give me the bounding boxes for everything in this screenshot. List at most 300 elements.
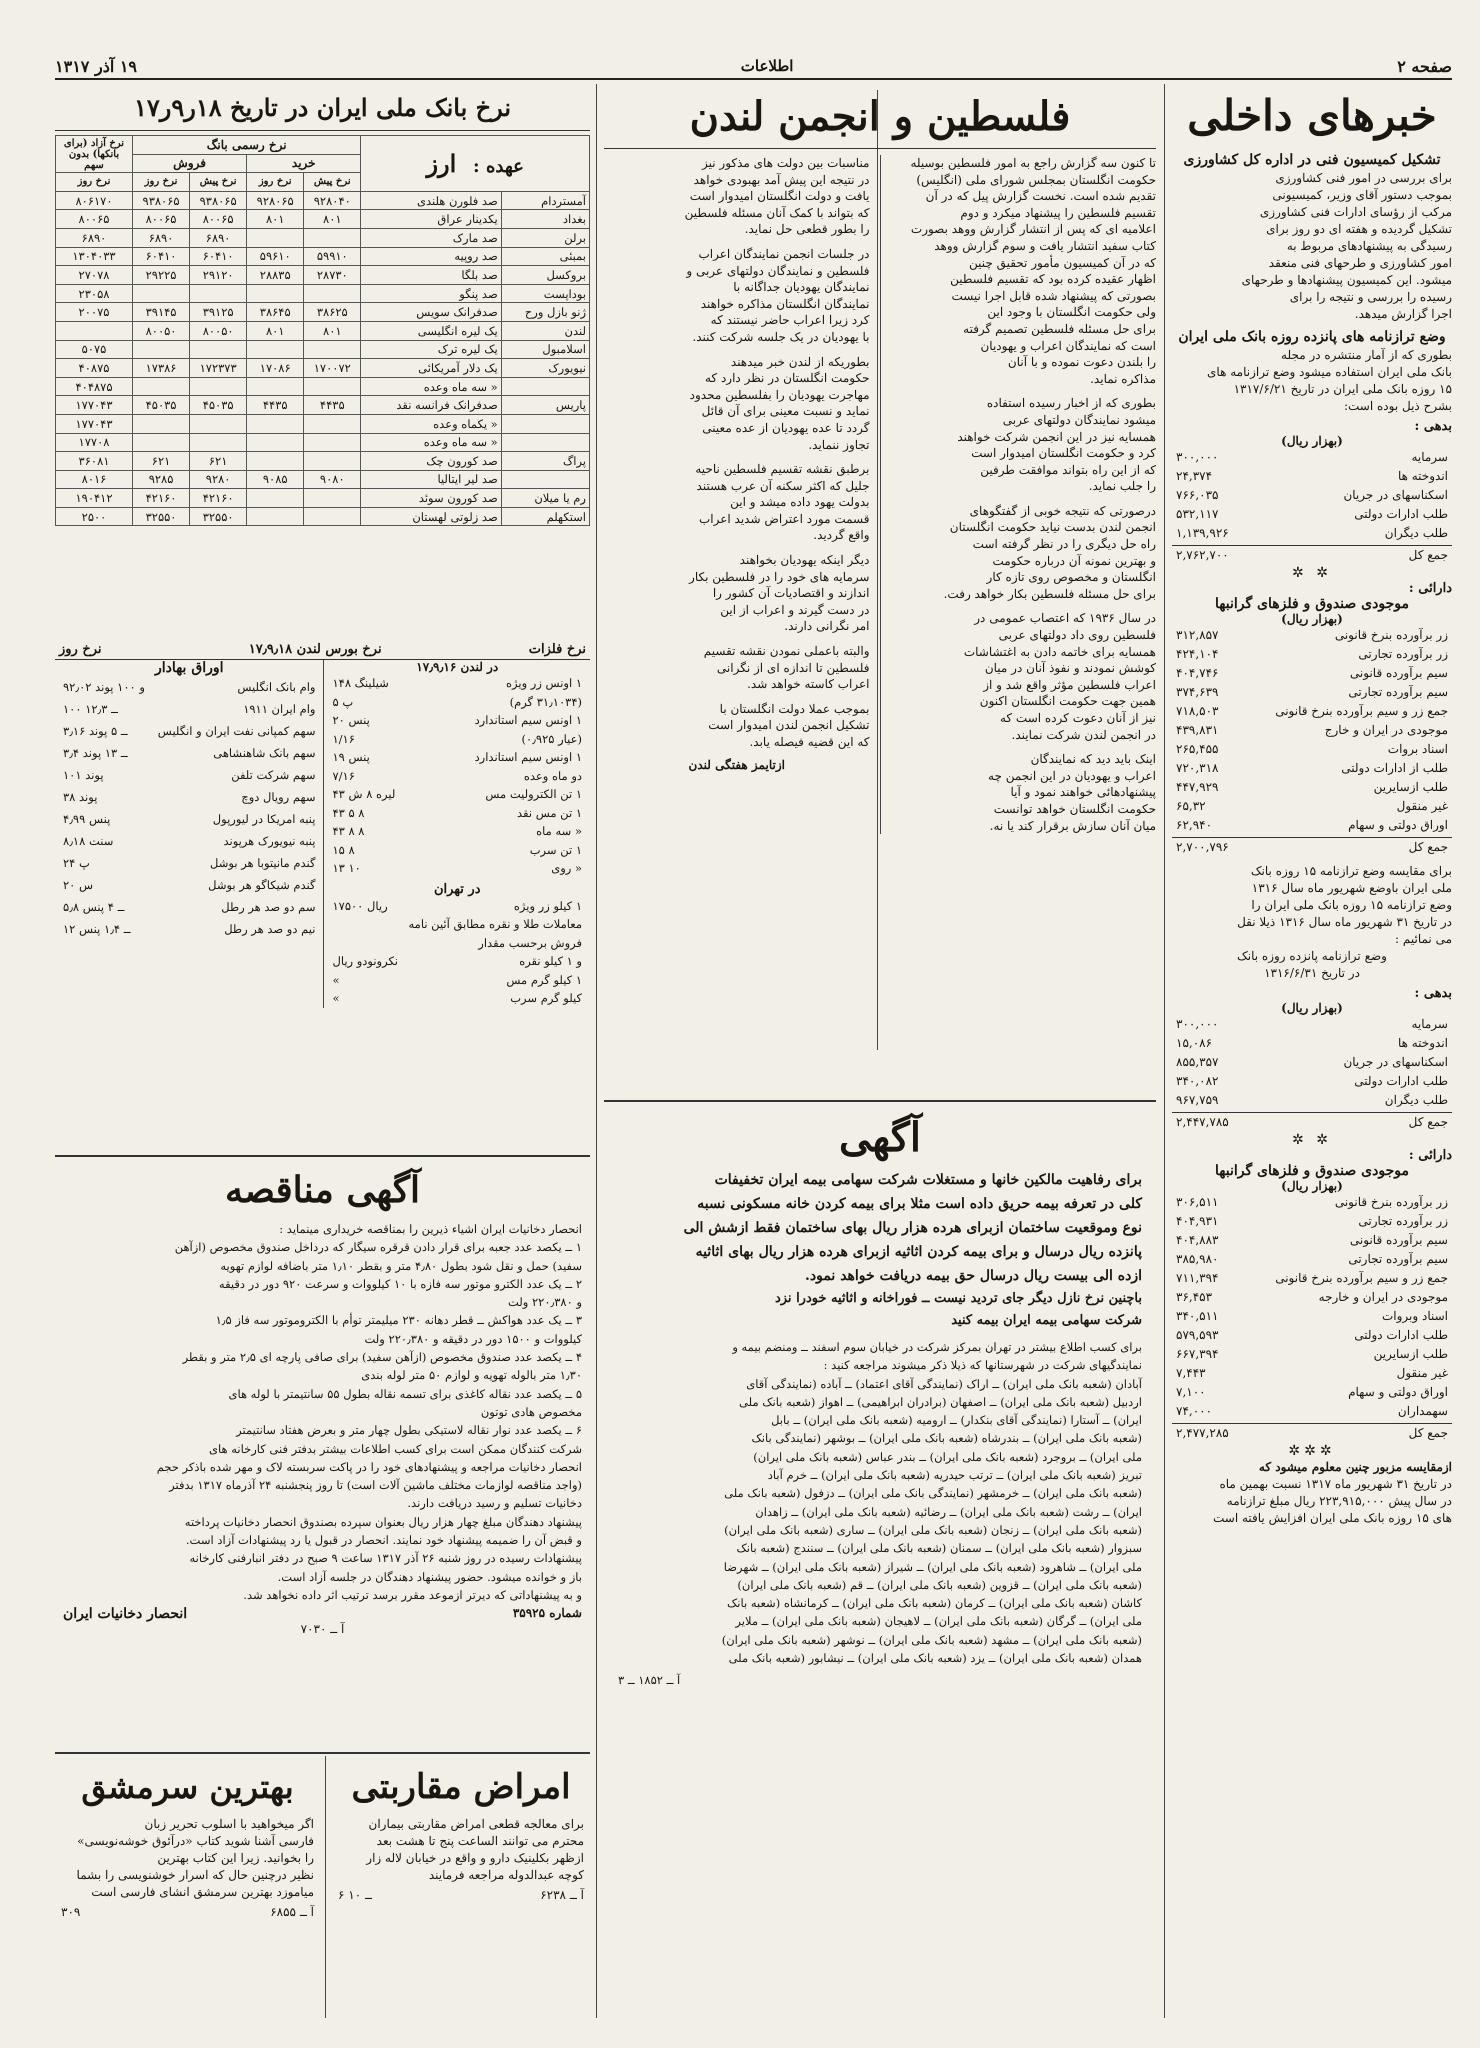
price-label: معاملات طلا و نقره مطابق آئین نامه [408,917,582,931]
text-line: برای رفاهیت مالکین خانها و مستغلات شرکت سهامی بیمه ایران تخفیفات [714,1172,1142,1188]
price-row [59,918,319,940]
text-line: اعراب و یهودیان در این انجمن چه [988,768,1156,783]
text-line: فارسی آشنا شوید کتاب «درآئوق خوشه‌نویسی» [77,1834,314,1848]
disease-ad-body [332,1816,590,1902]
balance-row: اندوخته ها ۲۴,۳۷۴ [1176,469,1448,483]
sell-prev-cell [190,284,247,303]
sell-prev-cell: ۹۲۸۰ [190,470,247,489]
price-label: سهم رویال دوچ [241,790,316,804]
text-line: میشود نمایندگان دولتهای عربی [1002,412,1156,427]
text-line: اعراب فلسطین مؤثر واقع شد و از [983,677,1156,692]
text-line: که بتواند با کمک آنان مسئله فلسطین [684,205,870,220]
buy-prev-cell [304,284,361,303]
text-line: تقدیم شده است. نخست گزارش پیل که در آن [925,189,1156,204]
price-value: ۳۸ پوند [63,790,98,804]
text-line: برای حل مسئله فلسطین بکار خواهد رفت. [943,586,1156,601]
text-line: ۱۵ روزه بانک ملی ایران در تاریخ ۱۳۱۷/۶/۲۱ [1233,382,1452,396]
balance-row: موجودی در ایران و خارج ۴۳۹,۸۳۱ [1176,723,1448,737]
currency-cell: صد کورون سوئد [361,489,501,508]
notice-label: عهده : [473,155,524,177]
sell-prev-cell: ۱۷۲۳۷۳ [190,359,247,378]
sell-day-cell [133,414,190,433]
text-line: ازظهر بکلینیک دارو و واقع در خیابان لاله زار [366,1851,584,1865]
insurance-ad-body [604,1332,1156,1690]
palestine-title: فلسطین و انجمن لندن [604,86,1156,149]
text-line: ۴ ــ یکصد عدد صندوق مخصوص (ازآهن سفید) برای صافی پارچه ای ۲٫۵ متر و بقطر [182,1350,582,1365]
free-rate-cell: ۳۶۰۸۱ [56,452,133,471]
text-line: ۲ ــ یک عدد الکترو موتور سه فازه با ۱۰ کیلووات و سرعت ۹۲۰ دور در دقیقه [218,1276,582,1291]
palestine-credit: ازتایمز هفتگی لندن [688,757,785,772]
price-row [59,720,319,742]
price-label: گندم مانیتوبا هر بوشل [210,856,316,870]
text-line: سفید) حمل و نقل شود بطول ۴٫۸۰ متر و بقطر ۱٫۱۰ متر باضافه لوازم تهویه [220,1258,582,1273]
balance-row: سهمداران ۷۴,۰۰۰ [1176,1404,1448,1418]
issue-date: ۱۹ آذر ۱۳۱۷ [55,56,138,76]
price-value: ۲۰ س [63,878,94,892]
balance-total: جمع کل ۲,۴۷۷,۲۸۵ [1172,1423,1452,1443]
text-line: که این قضیه فیصله یابد. [749,735,870,749]
text-line: امر نگرانی دارند. [784,619,870,634]
text-line: اینک باید دید که نمایندگان [1030,752,1156,767]
buy-day-cell [247,340,304,359]
assets-heading: دارائی : [1408,1148,1452,1163]
text-line [890,387,1156,395]
text-line: برای حل مسئله فلسطین تصمیم گرفته [963,321,1156,336]
price-row [328,952,586,971]
buy-prev-cell: ۸۰۱ [304,210,361,229]
rate-row [56,340,590,359]
price-row [328,841,586,860]
price-value: ۱۲ ــ ۱٫۴ پنس [63,922,131,936]
text-line: اگر میخواهید با اسلوب تحریر زبان [144,1817,314,1831]
sell-heading: فروش [133,154,247,173]
text-line: (واجد مناقصه لوازمات مختلف ماشین آلات است) تا روز پنجشنبه ۲۴ آذرماه ۱۳۱۷ بدفتر [169,1478,582,1493]
sell-day-cell [133,340,190,359]
text-line: ازمقایسه مزبور چنین معلوم میشود که [1258,1460,1452,1474]
item1-title: تشکیل کمیسیون فنی در اداره کل کشاورزی [1183,152,1441,168]
currency-cell: صدفرانک فرانسه نقد [361,396,501,415]
sell-prev-cell [190,377,247,396]
liabilities-2 [1172,1015,1452,1132]
text-line: درصورتی که نتیجه خوبی از گفتگوهای [969,503,1156,518]
free-rate-cell: ۱۳۰۴۰۳۳ [56,247,133,266]
text-line: بموجب عملا دولت انگلستان با [719,701,870,716]
metals-london [323,660,590,1008]
currency-label: ارز [426,148,457,178]
price-label: گندم شیکاگو هر بوشل [208,878,316,892]
currency-cell: صد پنگو [361,284,501,303]
buy-prev-cell [304,507,361,526]
text-line [604,544,870,552]
section-rule [604,1100,1156,1102]
price-row [59,852,319,874]
sell-day-cell: ۱۷۳۸۶ [133,359,190,378]
text-line: پانزده ریال درسال و برای بیمه کردن اثاثیه ازبرای هرده هزار ریال بهای اثاثیه [695,1244,1142,1260]
text-line: در سال ۱۹۳۶ که اعتصاب عمومی در [974,611,1156,626]
rate-row [56,210,590,229]
buy-prev-cell: ۳۸۶۲۵ [304,303,361,322]
city-cell: برلن [501,228,589,247]
rate-row [56,359,590,378]
text-line: بموجب دستور آقای وزیر، کمیسیونی [1272,188,1452,202]
sell-day-cell: ۴۲۱۶۰ [133,489,190,508]
currency-cell: یک لیره انگلیسی [361,321,501,340]
text-line: انجمن لندن بدست نیاید حکومت انگلستان [949,520,1156,535]
sell-prev-cell: ۹۳۸۰۶۵ [190,191,247,210]
papers-heading: اوراق بهادار [154,660,224,676]
price-row [59,742,319,764]
rate-row [56,191,590,210]
text-line: یافت و دولت انگلستان امیدوار است [689,189,870,204]
price-row [59,830,319,852]
free-rate-cell: ۸۰۱۶ [56,470,133,489]
calligraphy-ad-code2: ۳۰۹ [61,1905,81,1919]
balance-row: اوراق دولتی و سهام ۷,۱۰۰ [1176,1385,1448,1399]
separator-stars: ✲✲✲ [1288,1443,1336,1459]
sub-heading: نرخ روز [247,173,304,192]
balance-row: جمع زر و سیم برآورده بنرخ قانونی ۷۱۸,۵۰۳ [1176,704,1448,718]
insurance-ad-title: آگهی [839,1114,921,1161]
text-line: ۳ ــ یک عدد هواکش ــ قطر دهانه ۲۳۰ میلیمتر توأم با الکتروموتور سه فاز ۱٫۵ [215,1313,582,1328]
price-label: نیم دو صد هر رطل [224,922,316,936]
text-line: و قبض آن را ضمیمه پیشنهاد خود نمایند. انحصار در قبول یا رد پیشنهادات آزاد است. [185,1533,582,1548]
text-line [890,495,1156,503]
price-row [59,764,319,786]
column-rule [1164,84,1165,2018]
balance-row: طلب ازسایرین ۶۶۷,۳۹۴ [1176,1347,1448,1361]
city-cell [501,470,589,489]
sell-day-cell: ۲۹۲۲۵ [133,266,190,285]
sell-prev-cell: ۶۰۴۱۰ [190,247,247,266]
buy-prev-cell [304,433,361,452]
text-line: مرکب از رؤسای ادارات فنی کشاورزی [1259,205,1452,219]
text-line: ایران) ــ آستارا (نمایندگی آقای بنکدار) ــ ارومیه (شعبه بانک ملی ایران) ــ بابل [771,1413,1142,1428]
sell-prev-cell: ۶۲۱ [190,452,247,471]
text-line: اعراب کاسته خواهد شد. [747,677,870,692]
price-value: ۵٫۸ ــ ۴ پنس [63,900,125,914]
paper-name: اطلاعات [740,57,794,75]
sell-day-cell: ۴۵۰۳۵ [133,396,190,415]
free-rate-cell: ۱۷۷۰۸ [56,433,133,452]
price-row [328,730,586,749]
unit-label: (بهزار ریال) [1281,1001,1343,1015]
sell-prev-cell: ۳۲۵۵۰ [190,507,247,526]
item1-body [1172,170,1452,323]
text-line: بطوری که از اخبار رسیده استفاده [986,396,1156,411]
city-cell: رم یا میلان [501,489,589,508]
text-line: ملی ایران) ــ بروجرد (شعبه بانک ملی ایران) ــ بندر عباس (شعبه بانک ملی ایران) [753,1449,1142,1464]
text-line: انحصار دخانیات مراجعه و پیشنهادهای خود را در پاکت سربسته لاک و مهر شده باذکر حجم [156,1459,582,1474]
buy-day-cell [247,452,304,471]
text-line: که از این راه بتواند موافقت طرفین [980,462,1156,477]
text-line: وضع ترازنامه ۱۵ روزه بانک ملی ایران را [1251,898,1452,912]
text-line: تشکیل انجمن لندن امیدوار است [708,718,870,733]
text-line: ازده الی بیست ریال درسال حق بیمه دریافت خواهد نمود. [804,1268,1142,1284]
text-line: در تاریخ ۳۱ شهریور ماه ۱۳۱۷ نسبت بهمین ماه [1219,1477,1452,1491]
balance-row: سرمایه ۳۰۰,۰۰۰ [1176,1017,1448,1031]
text-line: نظیر درچنین حال که اسرار خوشنویسی را بشما [76,1868,314,1882]
text-line: اعلامیه ای که پس از انتشار گزارش ووهد بصورت [910,222,1156,237]
price-label: ۱ اونس سیم استاندارد [474,713,582,727]
buy-prev-cell: ۲۸۷۳۰ [304,266,361,285]
tender-ad [55,1160,590,1750]
text-line: حکومت انگلستان بمجلس شورای ملی (انگلیس) [916,172,1156,187]
price-label: ۱ کیلو گرم مس [506,972,582,987]
disease-ad-code2: ۶ ــ ۱۰ [338,1888,373,1902]
text-line: ۶ ــ یکصد عدد نوار نقاله لاستیکی بطول چهار متر و بعرض هفتاد سانتیمتر [236,1423,582,1438]
liabilities-heading: بدهی : [1414,419,1452,434]
city-cell: بروکسل [501,266,589,285]
city-cell: نیویورک [501,359,589,378]
text-line: ۵ ــ یکصد عدد نقاله کاغذی برای تسمه نقاله بطول ۵۵ سانتیمتر با لوله های [228,1386,582,1401]
text-line: ۱٫۳۰ متر بالوله تهویه و لوازم ۵۰ متر لوله بندی [361,1368,582,1383]
text-line [890,602,1156,610]
text-line: میاموزد بهترین سرمشق انشای فارسی است [91,1885,314,1899]
price-value: ۴۳ ۵ ۸ [332,805,365,820]
price-label: و ۱ کیلو نقره [519,954,582,968]
sell-day-cell [133,377,190,396]
text-line: بطوریکه از لندن خبر میدهند [730,354,870,369]
palestine-article [604,86,1156,1096]
tehran-list [328,897,586,1008]
text-line: میان آنان سازش برقرار کند یا نه. [989,818,1156,833]
text-line: ایران) ــ رشت (شعبه بانک ملی ایران) ــ رضائیه (شعبه بانک ملی ایران) ــ زاهدان [755,1504,1142,1519]
city-cell: پراگ [501,452,589,471]
rates-table [55,135,590,526]
free-rate-cell: ۱۷۷۰۴۳ [56,396,133,415]
london-list [328,674,586,878]
currency-cell: « سه ماه وعده [361,433,501,452]
unit-label: (بهزار ریال) [1281,434,1343,448]
buy-prev-cell [304,228,361,247]
text-line: رسیدگی به پیشنهادهای مربوط به [1286,239,1452,253]
text-line: باز و خوانده میشود. حضور پیشنهاد دهندگان در جلسه آزاد است. [277,1569,582,1584]
balance-row: اوراق دولتی و سهام ۶۲,۹۴۰ [1176,818,1448,832]
text-line: است که نمایندگان اعراب و یهودیان [980,338,1156,353]
sell-prev-cell: ۲۹۱۲۰ [190,266,247,285]
free-rate-cell: ۲۳۰۵۸ [56,284,133,303]
city-cell [501,433,589,452]
text-line: همسایه برای خاتمه دادن به اغتشاشات [963,644,1156,659]
free-rate-cell: ۲۷۰۷۸ [56,266,133,285]
column-rule [325,1756,326,2018]
text-line: اردبیل (شعبه بانک ملی ایران) ــ اصفهان (برادران ابراهیمی) ــ اهواز (شعبه بانک ملی [739,1394,1142,1409]
text-line: در دست گیرند و اعراب از این [720,602,870,617]
sell-day-cell: ۶۰۴۱۰ [133,247,190,266]
currency-cell: صد مارک [361,228,501,247]
currency-cell: صد کورون چک [361,452,501,471]
calligraphy-ad-code: آ ــ ۶۸۵۵ [270,1905,314,1919]
text-line: کیلووات و ۱۵۰۰ دور در دقیقه و ۲۲۰٫۳۸۰ ولت [364,1331,582,1346]
balance-row: زر برآورده بنرخ قانونی ۳۰۶,۵۱۱ [1176,1195,1448,1209]
free-rate-cell: ۲۵۰۰ [56,507,133,526]
sell-prev-cell [190,414,247,433]
text-line: و ۲۲۰٫۳۸۰ ولت [507,1295,582,1310]
rate-row [56,228,590,247]
balance-row: طلب ادارات دولتی ۳۴۰,۰۸۲ [1176,1074,1448,1088]
text-line: شرکت کنندگان ممکن است برای کسب اطلاعات بیشتر بدفتر فنی کارخانه های [209,1441,582,1456]
text-line: محترم می توانند الساعت پنج تا هشت بعد [376,1834,584,1848]
text-line: بطوری که از آمار منتشره در مجله [1281,348,1452,362]
buy-prev-cell: ۸۰۱ [304,321,361,340]
text-line: شرکت سهامی بیمه ایران بیمه کنید [951,1313,1142,1328]
balance-row: طلب دیگران ۹۶۷,۷۵۹ [1176,1093,1448,1107]
text-line: اندازند و اقتصادیات آن کشور را [712,586,870,601]
currency-cell: صد بلگا [361,266,501,285]
text-line: اجرا گزارش میدهد. [1354,307,1452,321]
free-rate-cell: ۴۰۴۸۷۵ [56,377,133,396]
price-value: ۲۴ پ [63,856,90,870]
text-line: والبته باعملی نمودن نقشه تقسیم [703,644,870,659]
price-row [328,989,586,1008]
text-line: فلسطین تا اندازه ای از نگرانی [716,660,870,675]
text-line: تبریز (شعبه بانک ملی ایران) ــ ترتب حیدریه (شعبه بانک ملی ایران) ــ خرم آباد [767,1468,1142,1483]
price-value: ۴٫۹۹ پنس [63,812,111,826]
currency-cell: صد لیر ایتالیا [361,470,501,489]
text-line: همسایه نیز در این انجمن شرکت خواهند [957,429,1156,444]
free-rate-heading: نرخ آزاد (برای بانکها) بدون سهم [56,136,133,173]
price-value: نکرونودو ریال [332,954,399,968]
assets-1 [1172,626,1452,857]
currency-cell: « یکماه وعده [361,414,501,433]
insurance-ad-code: آ ــ ۱۸۵۲ ــ ۳ [618,1673,681,1688]
disease-ad [332,1758,590,2018]
text-line: انگلستان و مخصوص روی تازه کار [986,570,1156,585]
text-line: کرد و حکومت انگلستان امیدوار است [971,446,1156,461]
text-line: را جلب نماید. [1088,479,1156,494]
tender-signature: انحصار دخانیات ایران [63,1606,188,1623]
sell-day-cell [133,433,190,452]
tender-body [55,1220,590,1636]
currency-cell: صد زلوتی لهستان [361,507,501,526]
city-cell: بمبئی [501,247,589,266]
text-line: وضع ترازنامه پانزده روزه بانک [1237,949,1387,963]
text-line: در تاریخ ۱۳۱۶/۶/۳۱ [1264,966,1360,980]
tender-title: آگهی مناقصه [224,1169,421,1211]
rates-body [56,191,590,526]
official-heading: نرخ رسمی بانگ [133,136,361,155]
page-header [55,54,1452,80]
rate-row [56,377,590,396]
balance-row: زر برآورده تجارتی ۴۲۴,۱۰۴ [1176,647,1448,661]
text-line: انحصار دخانیات ایران اشیاء ذیرین را بمناقصه خریداری مینماید : [279,1222,582,1236]
price-label: سم دو صد هر رطل [221,900,316,914]
balance-row: طلب دیگران ۱,۱۳۹,۹۲۶ [1176,526,1448,540]
text-line: میشود. این کمیسیون پیشنهادها و طرحهای [1241,273,1452,287]
price-value: ۱۴۸ شیلینگ [332,676,389,690]
price-label: « سه ماه [536,824,582,838]
rate-row [56,452,590,471]
metals-header [55,640,590,660]
text-line: برای کسب اطلاع بیشتر در تهران بمرکز شرکت در خیابان سوم اسفند ــ ومنضم بیمه و [732,1340,1142,1354]
column-rule [596,84,597,1104]
buy-day-cell: ۸۰۱ [247,321,304,340]
exchange-heading: نرخ بورس لندن ۱۷٫۹٫۱۸ [248,642,382,657]
sell-day-cell: ۳۹۱۴۵ [133,303,190,322]
calligraphy-ad [55,1758,320,2018]
buy-prev-cell: ۴۴۳۵ [304,396,361,415]
text-line: (شعبه بانک ملی ایران) ــ خرمشهر (نمایندگی بانک ملی ایران) ــ دزفول (شعبه بانک ملی [724,1486,1142,1501]
text-line: جلیل که اکثر سکنه آن عرب هستند [696,478,870,493]
text-line: (شعبه بانک ملی ایران) ــ مشهد (شعبه بانک ملی ایران) ــ نوشهر (شعبه بانک ملی ایران) [721,1632,1142,1647]
text-line [604,693,870,701]
calligraphy-ad-body [55,1816,320,1919]
text-line: در انجمن لندن شرکت نمایند. [1011,727,1156,742]
price-row [328,767,586,786]
sub-heading: نرخ روز [56,173,133,192]
price-label: سهم شرکت تلفن [231,768,316,782]
text-line: کوشش نمودند و نفوذ آنان در میان [984,661,1156,676]
free-rate-cell: ۸۰۰۶۵ [56,210,133,229]
currency-cell: یک لیره ترک [361,340,501,359]
balance-row: طلب ادارات دولتی ۵۷۹,۵۹۳ [1176,1328,1448,1342]
text-line: برای بررسی در امور فنی کشاورزی [1275,171,1452,185]
city-cell: پاریس [501,396,589,415]
currency-heading [361,136,590,192]
price-label: ۱ تن سرب [529,842,582,857]
text-line: مهاجرت یهودیان را بفلسطین محدود [689,387,870,402]
price-row [328,971,586,990]
text-line: پیشنهادهائی خواهند نمود و آیا [1010,785,1156,800]
price-value: ۱۵ ۸ [332,842,355,857]
price-label: وام بانک انگلیس [237,680,316,694]
buy-prev-cell [304,340,361,359]
buy-day-cell: ۳۸۶۴۵ [247,303,304,322]
price-row [328,934,586,953]
buy-day-cell [247,507,304,526]
free-rate-cell: ۴۰۸۷۵ [56,359,133,378]
rate-row [56,396,590,415]
domestic-title: خبرهای داخلی [1187,91,1437,140]
sell-prev-cell [190,340,247,359]
unit-label: (بهزار ریال) [1281,1179,1343,1193]
sell-prev-cell: ۳۹۱۲۵ [190,303,247,322]
assets-heading: دارائی : [1408,581,1452,596]
currency-cell: صد فلورن هلندی [361,191,501,210]
text-line: که در آن کمیسیون مأمور تحقیق چنین [968,255,1156,270]
text-line: در سال پیش ۲۲۳,۹۱۵,۰۰۰ ریال مبلغ ترازنامه [1226,1494,1452,1508]
balance-row: طلب ازسایرین ۴۴۷,۹۲۹ [1176,780,1448,794]
day-heading: نرخ روز [59,642,102,657]
sell-day-cell: ۳۲۵۵۰ [133,507,190,526]
price-label: (۳۱٫۱۰۳۴ گرم) [509,694,582,709]
buy-heading: خرید [247,154,361,173]
free-rate-cell [56,321,133,340]
text-line: مذاکره نماید. [1090,371,1156,386]
rate-row [56,321,590,340]
price-label: سهم کمپانی نفت ایران و انگلیس [157,724,316,738]
text-line: در تاریخ ۳۱ شهریور ماه سال ۱۳۱۶ ذیلا نقل [1237,915,1452,929]
price-label: پنبه نیویورک هرپوند [223,834,316,848]
text-line: تشکیل گردیده و هفته ای دو روز برای [1266,222,1452,236]
balance-total: جمع کل ۲,۴۴۷,۷۸۵ [1172,1112,1452,1132]
city-cell [501,377,589,396]
text-line: در نتیجه این پیش آمد بهبودی خواهد [693,172,870,187]
text-line: فلسطین و نمایندگان دولتهای عربی و [686,263,870,278]
text-line: قسمت مورد اعتراض شدید اعراب [698,511,870,526]
sell-day-cell [133,284,190,303]
price-label: سهم بانک شاهنشاهی [213,746,316,760]
buy-day-cell: ۹۰۸۵ [247,470,304,489]
buy-prev-cell [304,377,361,396]
price-label: ۱ کیلو زر ویژه [513,898,582,913]
text-line [604,453,870,461]
text-line: ملی ایران) ــ گرگان (شعبه بانک ملی ایران) ــ لاهیجان (شعبه بانک ملی ایران) ــ ملایر [735,1614,1142,1629]
price-label: (عیار ۰٫۹۲۵) [521,731,582,746]
sub-heading: نرخ پیش [190,173,247,192]
tender-number: شماره ۳۵۹۲۵ [512,1606,582,1621]
balance-row: اسناد وبروات ۳۴۰,۵۱۱ [1176,1309,1448,1323]
